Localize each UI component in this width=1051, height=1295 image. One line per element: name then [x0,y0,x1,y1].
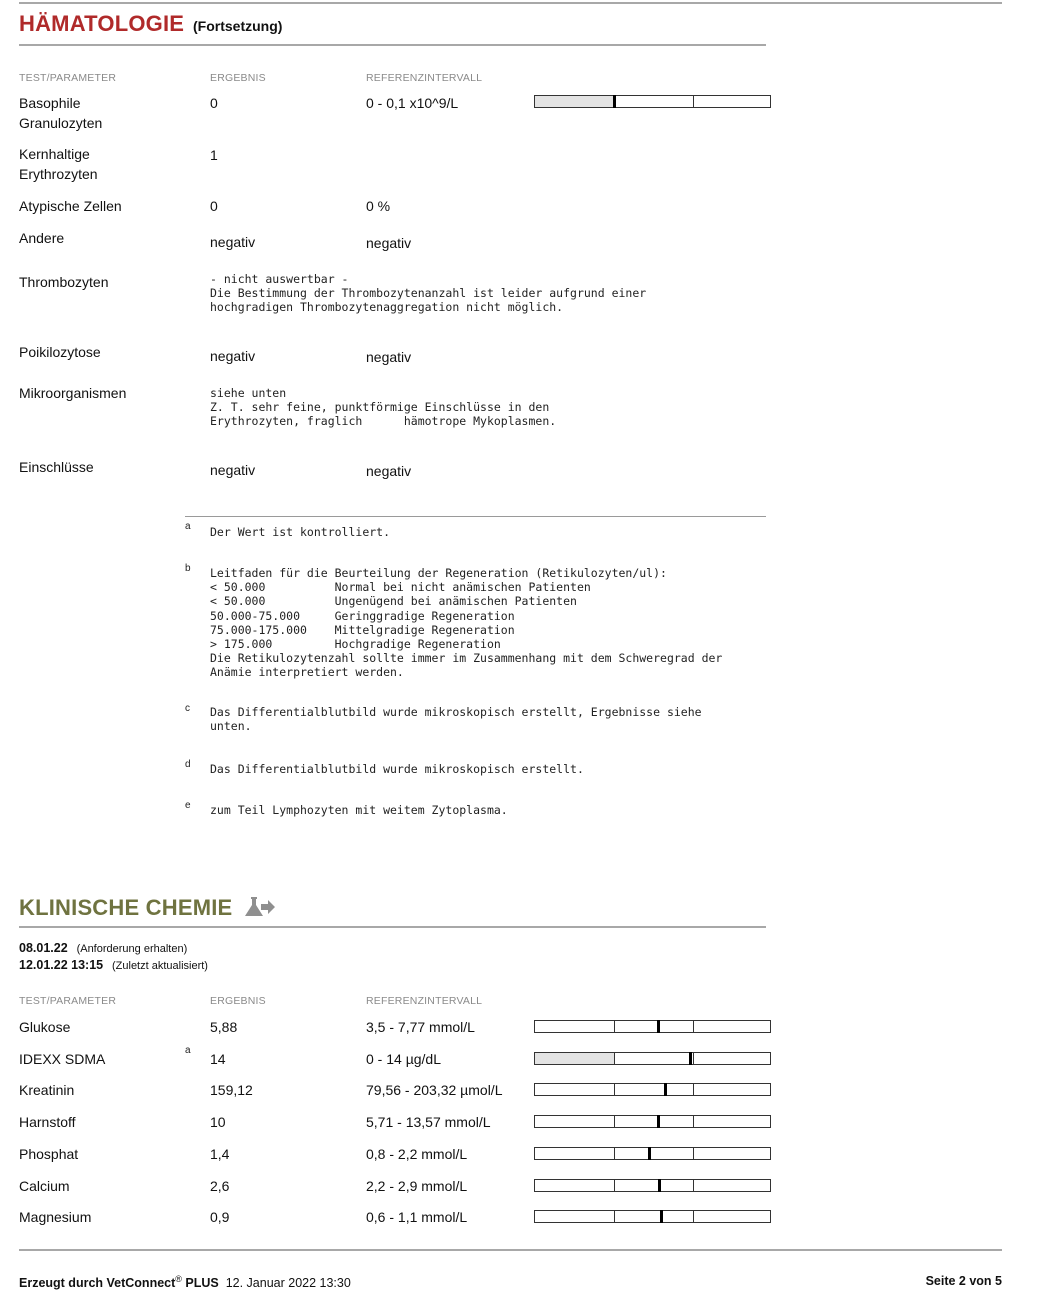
row-result: negativ [210,462,256,478]
clinical-chemistry-rule [19,926,766,928]
row-label: Mikroorganismen [19,385,127,401]
range-divider [614,1084,615,1095]
range-divider [693,1116,694,1127]
row-result: 10 [210,1114,226,1130]
row-comment: - nicht auswertbar - Die Bestimmung der Thrombozytenanzahl ist leider aufgrund einer hochgradigen Thrombozytenaggregation nicht möglich. [210,272,647,315]
range-indicator-bar [534,1147,771,1160]
row-label: Kreatinin [19,1082,75,1098]
row-label: Phosphat [19,1146,79,1162]
row-result: 1 [210,147,218,163]
range-divider [693,1053,694,1064]
range-indicator-bar [534,1179,771,1192]
result-marker [658,1179,661,1192]
row-reference: 0 % [366,198,391,214]
row-comment: siehe unten Z. T. sehr feine, punktförmige Einschlüsse in den Erythrozyten, fraglich hämotrope Mykoplasmen. [210,386,557,429]
range-indicator-bar [534,1083,771,1096]
footnote-text: Der Wert ist kontrolliert. [210,525,391,539]
row-label: Thrombozyten [19,274,109,290]
row-label: Basophile [19,95,81,111]
row-label: Poikilozytose [19,344,101,360]
range-divider [693,96,694,107]
range-divider [614,1148,615,1159]
row-result: 0,9 [210,1209,230,1225]
column-header-parameter: TEST/PARAMETER [19,995,117,1007]
footnote-marker: a [185,521,191,532]
received-date: 08.01.22 (Anforderung erhalten) [19,941,188,955]
row-label-line2: Granulozyten [19,115,103,131]
range-indicator-bar [534,95,771,108]
row-result: negativ [210,348,256,364]
row-label: Andere [19,230,65,246]
row-result: 5,88 [210,1019,238,1035]
clinical-chemistry-title: KLINISCHE CHEMIE [19,895,233,920]
page-number: Seite 2 von 5 [925,1274,1002,1288]
row-reference: 0 - 0,1 x10^9/L [366,95,459,111]
column-header-reference: REFERENZINTERVALL [366,995,483,1007]
range-divider [614,1021,615,1032]
result-marker [660,1210,663,1223]
range-divider [614,1053,615,1064]
result-marker [664,1083,667,1096]
row-result: 14 [210,1051,226,1067]
updated-date: 12.01.22 13:15 (Zuletzt aktualisiert) [19,958,208,972]
result-marker [657,1020,660,1033]
row-result: 2,6 [210,1178,230,1194]
row-reference: negativ [366,463,412,479]
column-header-result: ERGEBNIS [210,995,266,1007]
row-reference: 3,5 - 7,77 mmol/L [366,1019,475,1035]
row-label: Atypische Zellen [19,198,122,214]
row-result: 0 [210,198,218,214]
row-label: Glukose [19,1019,71,1035]
row-reference: 5,71 - 13,57 mmol/L [366,1114,491,1130]
row-label: Calcium [19,1178,70,1194]
row-reference: 2,2 - 2,9 mmol/L [366,1178,468,1194]
row-label: Einschlüsse [19,459,94,475]
range-indicator-bar [534,1052,771,1065]
footnote-text: zum Teil Lymphozyten mit weitem Zytoplasma. [210,803,508,817]
column-header-parameter: TEST/PARAMETER [19,72,117,84]
range-indicator-bar [534,1020,771,1033]
row-reference: negativ [366,235,412,251]
row-label: Harnstoff [19,1114,76,1130]
column-header-reference: REFERENZINTERVALL [366,72,483,84]
result-marker [648,1147,651,1160]
range-indicator-bar [534,1115,771,1128]
footnote-text: Leitfaden für die Beurteilung der Regeneration (Retikulozyten/ul): < 50.000 Normal bei nicht anämischen Patienten < 50.000 Ungenügend bei anämischen Patienten 50.000-75.000 Geringgradige Regeneration 75.000-175.000 Mittelgradige Regeneration > 175.000 Hochgradige Regeneration Die Retikulozytenzahl sollte immer im Zusammenhang mit dem Schweregrad der Anämie interpretiert werden. [210,566,723,680]
footer-rule [19,1249,1002,1251]
result-marker [689,1052,692,1065]
top-rule [19,2,1002,4]
range-divider [614,1211,615,1222]
range-divider [693,1084,694,1095]
hematology-rule [19,44,766,46]
range-divider [693,1148,694,1159]
range-low-zone [535,96,614,107]
footer-generated: Erzeugt durch VetConnect® PLUS 12. Januar 2022 13:30 [19,1274,351,1291]
footnote-text: Das Differentialblutbild wurde mikroskopisch erstellt. [210,762,584,776]
row-reference: 79,56 - 203,32 µmol/L [366,1082,503,1098]
range-divider [614,1116,615,1127]
row-label: IDEXX SDMA [19,1051,106,1067]
range-indicator-bar [534,1210,771,1223]
row-reference: 0,6 - 1,1 mmol/L [366,1209,468,1225]
range-low-zone [535,1053,614,1064]
row-label: Kernhaltige [19,146,90,162]
row-result: negativ [210,234,256,250]
range-divider [693,1021,694,1032]
row-reference: 0,8 - 2,2 mmol/L [366,1146,468,1162]
hematology-subtitle: (Fortsetzung) [193,18,283,34]
hematology-title: HÄMATOLOGIE [19,11,185,36]
flask-arrow-icon[interactable] [244,894,276,920]
row-label: Magnesium [19,1209,92,1225]
row-result: 1,4 [210,1146,230,1162]
footnote-marker: e [185,800,191,811]
footnote-marker: d [185,759,191,770]
range-divider [614,1180,615,1191]
range-divider [693,1211,694,1222]
footnote-marker: b [185,563,191,574]
row-label-line2: Erythrozyten [19,166,98,182]
column-header-result: ERGEBNIS [210,72,266,84]
row-reference: 0 - 14 µg/dL [366,1051,442,1067]
result-marker [657,1115,660,1128]
range-divider [693,1180,694,1191]
result-marker [613,95,616,108]
row-result: 0 [210,95,218,111]
row-result: 159,12 [210,1082,253,1098]
footnote-text: Das Differentialblutbild wurde mikroskopisch erstellt, Ergebnisse siehe unten. [210,705,702,734]
footnote-rule [185,516,766,517]
row-reference: negativ [366,349,412,365]
row-flag: a [185,1045,191,1056]
footnote-marker: c [185,703,190,714]
